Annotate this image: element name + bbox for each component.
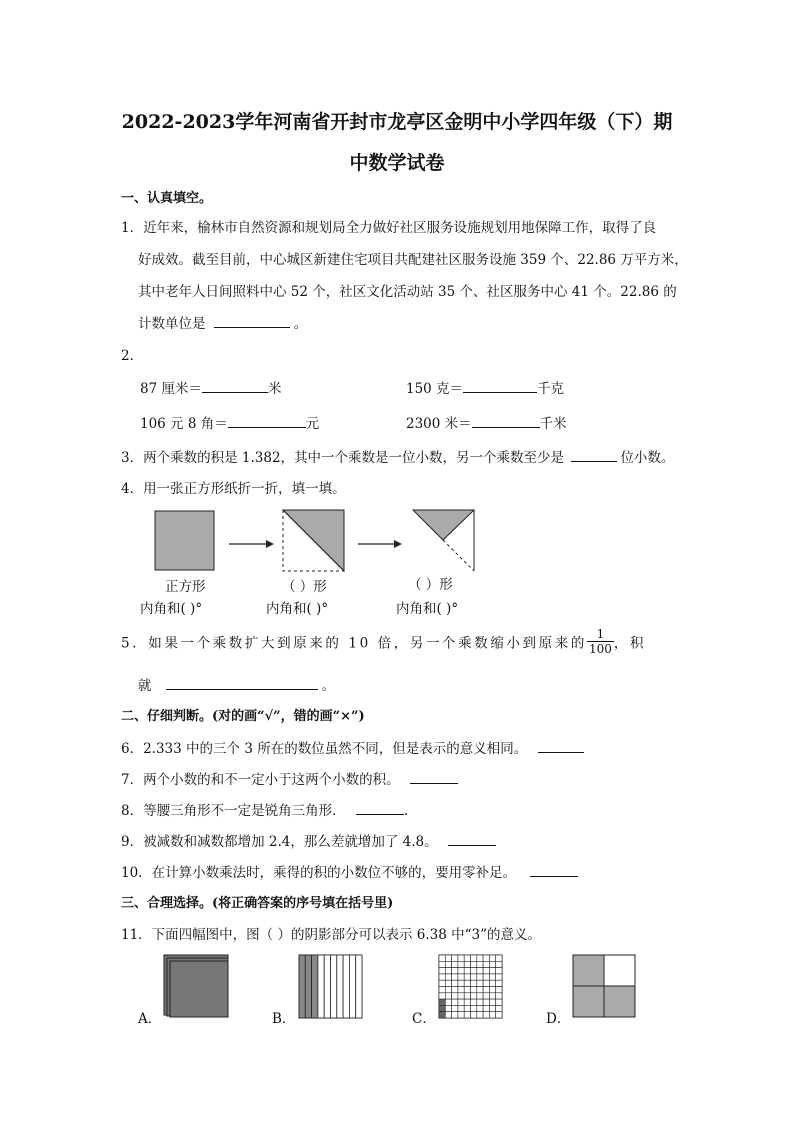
grid-cell xyxy=(445,987,451,993)
strip-cell xyxy=(337,955,343,1018)
grid-cell xyxy=(458,993,464,999)
grid-cell xyxy=(483,980,489,986)
strip-cell xyxy=(331,955,337,1018)
grid-cell xyxy=(464,961,470,967)
grid-cell xyxy=(477,1012,483,1018)
grid-cell xyxy=(471,968,477,974)
strip-cell xyxy=(356,955,362,1018)
option-b-figure xyxy=(299,955,362,1018)
grid-cell xyxy=(489,968,495,974)
grid-cell xyxy=(445,980,451,986)
grid-cell xyxy=(496,1012,502,1018)
grid-cell xyxy=(489,974,495,980)
grid-cell xyxy=(496,961,502,967)
strip-cell xyxy=(318,955,324,1018)
grid-cell xyxy=(471,1012,477,1018)
grid-cell xyxy=(439,1005,445,1011)
grid-cell xyxy=(483,955,489,961)
grid-cell xyxy=(445,999,451,1005)
grid-cell xyxy=(471,1005,477,1011)
q8-text: 8．等腰三角形不一定是锐角三角形． xyxy=(121,803,346,819)
grid-cell xyxy=(496,987,502,993)
grid-cell xyxy=(471,974,477,980)
grid-cell xyxy=(464,993,470,999)
q2-a-unit: 米 xyxy=(267,381,282,397)
grid-cell xyxy=(464,980,470,986)
q2-d-unit: 千米 xyxy=(539,416,567,432)
grid-cell xyxy=(496,980,502,986)
grid-cell xyxy=(496,999,502,1005)
page-title: 2022-2023学年河南省开封市龙亭区金明中小学四年级（下）期 xyxy=(121,111,673,133)
grid-cell xyxy=(496,974,502,980)
grid-cell xyxy=(458,968,464,974)
fig1-angle-sum: 内角和( )° xyxy=(140,601,203,617)
grid-cell xyxy=(458,955,464,961)
grid-cell xyxy=(452,1005,458,1011)
q7-text: 7．两个小数的和不一定小于这两个小数的积。 xyxy=(121,772,400,788)
grid-cell xyxy=(477,999,483,1005)
grid-cell xyxy=(458,999,464,1005)
grid-cell xyxy=(458,980,464,986)
grid-cell xyxy=(452,955,458,961)
grid-cell xyxy=(471,999,477,1005)
grid-cell xyxy=(458,1005,464,1011)
grid-cell xyxy=(489,1012,495,1018)
strip-cell xyxy=(305,955,311,1018)
q1-suffix: 。 xyxy=(293,316,308,332)
option-c-label[interactable]: C． xyxy=(412,1011,436,1027)
grid-cell xyxy=(471,987,477,993)
q11-text: 11．下面四幅图中，图（ ）的阴影部分可以表示 6.38 中“3”的意义。 xyxy=(121,927,542,943)
grid-cell xyxy=(489,961,495,967)
grid-cell xyxy=(489,980,495,986)
grid-cell xyxy=(458,961,464,967)
grid-cell xyxy=(477,980,483,986)
grid-cell xyxy=(452,961,458,967)
grid-cell xyxy=(439,974,445,980)
grid-cell xyxy=(464,1012,470,1018)
fig2-label: （ ）形 xyxy=(282,579,327,595)
grid-cell xyxy=(483,1005,489,1011)
grid-cell xyxy=(496,1005,502,1011)
strip-cell xyxy=(299,955,305,1018)
section-1-heading: 一、认真填空。 xyxy=(121,191,213,206)
grid-cell xyxy=(489,955,495,961)
grid-cell xyxy=(483,974,489,980)
grid-cell xyxy=(452,993,458,999)
strip-cell xyxy=(343,955,349,1018)
q2-number: 2． xyxy=(121,348,144,364)
fig3-angle-sum: 内角和( )° xyxy=(396,601,459,617)
q5-l2-suffix: 。 xyxy=(321,678,336,694)
q2-c-prefix: 106 元 8 角＝ xyxy=(140,416,228,432)
strip-cell xyxy=(349,955,355,1018)
grid-cell xyxy=(439,1012,445,1018)
grid-cell xyxy=(439,961,445,967)
grid-cell xyxy=(483,987,489,993)
strip-cell xyxy=(324,955,330,1018)
grid-cell xyxy=(458,987,464,993)
grid-cell xyxy=(458,974,464,980)
grid-cell xyxy=(496,955,502,961)
q8-suffix: . xyxy=(403,803,409,819)
grid-cell xyxy=(477,987,483,993)
grid-cell xyxy=(464,987,470,993)
grid-cell xyxy=(489,1005,495,1011)
q2-a-prefix: 87 厘米＝ xyxy=(140,381,202,397)
fig2-angle-sum: 内角和( )° xyxy=(266,601,329,617)
grid-cell xyxy=(477,993,483,999)
grid-cell xyxy=(496,993,502,999)
grid-cell xyxy=(489,987,495,993)
q5-l2-prefix: 就 xyxy=(138,678,152,694)
grid-cell xyxy=(471,955,477,961)
q2-c-unit: 元 xyxy=(305,416,320,432)
grid-cell xyxy=(483,999,489,1005)
fig1-label: 正方形 xyxy=(165,579,206,595)
option-d-figure xyxy=(573,955,635,1017)
q9-text: 9．被减数和减数都增加 2.4，那么差就增加了 4.8。 xyxy=(121,834,438,850)
grid-cell xyxy=(489,999,495,1005)
grid-cell xyxy=(452,1012,458,1018)
q3-suffix: 位小数。 xyxy=(620,450,675,466)
grid-cell xyxy=(452,980,458,986)
grid-cell xyxy=(439,999,445,1005)
grid-cell xyxy=(483,993,489,999)
grid-cell xyxy=(445,968,451,974)
grid-cell xyxy=(464,999,470,1005)
q2-b-unit: 千克 xyxy=(537,381,565,397)
grid-cell xyxy=(445,961,451,967)
q3-prefix: 3．两个乘数的积是 1.382，其中一个乘数是一位小数，另一个乘数至少是 xyxy=(121,450,565,466)
q1-prefix: 计数单位是 xyxy=(138,316,206,332)
grid-cell xyxy=(452,987,458,993)
grid-cell xyxy=(445,1012,451,1018)
grid-cell xyxy=(445,1005,451,1011)
grid-cell xyxy=(471,961,477,967)
fraction-numerator: 1 xyxy=(587,627,614,642)
q5-suffix: ，积 xyxy=(613,635,647,652)
grid-cell xyxy=(439,993,445,999)
option-c-figure xyxy=(439,955,502,1018)
grid-cell xyxy=(452,974,458,980)
grid-cell xyxy=(483,968,489,974)
grid-cell xyxy=(483,961,489,967)
q1-line2: 好成效。截至目前，中心城区新建住宅项目共配建社区服务设施 359 个、22.86 万平方米， xyxy=(138,252,688,268)
grid-cell xyxy=(464,1005,470,1011)
page-title-line2: 中数学试卷 xyxy=(349,152,445,174)
grid-cell xyxy=(477,1005,483,1011)
section-2-heading: 二、仔细判断。(对的画“√”，错的画“×”) xyxy=(121,709,365,724)
grid-cell xyxy=(445,993,451,999)
option-a-label[interactable]: A． xyxy=(138,1011,162,1027)
grid-cell xyxy=(445,974,451,980)
q1-line3: 其中老年人日间照料中心 52 个，社区文化活动站 35 个、社区服务中心 41 个。22.86 的 xyxy=(138,284,677,300)
strip-cell xyxy=(312,955,318,1018)
grid-cell xyxy=(458,1012,464,1018)
fraction-denominator: 100 xyxy=(588,642,612,656)
grid-cell xyxy=(477,955,483,961)
grid-cell xyxy=(452,968,458,974)
option-d-label[interactable]: D． xyxy=(546,1011,571,1027)
grid-cell xyxy=(452,999,458,1005)
grid-cell xyxy=(471,993,477,999)
grid-cell xyxy=(477,974,483,980)
grid-cell xyxy=(445,955,451,961)
section-3-heading: 三、合理选择。(将正确答案的序号填在括号里) xyxy=(121,896,394,911)
option-b-label[interactable]: B． xyxy=(272,1011,296,1027)
grid-cell xyxy=(439,980,445,986)
grid-cell xyxy=(489,993,495,999)
grid-cell xyxy=(464,974,470,980)
fig3-label: （ ）形 xyxy=(408,577,453,593)
q1-line1: 1．近年来，榆林市自然资源和规划局全力做好社区服务设施规划用地保障工作，取得了良 xyxy=(121,220,657,236)
q10-text: 10．在计算小数乘法时，乘得的积的小数位不够的，要用零补足。 xyxy=(121,865,517,881)
grid-cell xyxy=(464,955,470,961)
q2-d-prefix: 2300 米＝ xyxy=(406,416,472,432)
option-a-figure xyxy=(164,955,228,1017)
q2-b-prefix: 150 克＝ xyxy=(406,381,464,397)
grid-cell xyxy=(464,968,470,974)
q4-text: 4．用一张正方形纸折一折，填一填。 xyxy=(121,481,346,497)
q5-prefix: 5．如果一个乘数扩大到原来的 10 倍，另一个乘数缩小到原来的 xyxy=(121,635,587,652)
grid-cell xyxy=(439,955,445,961)
grid-cell xyxy=(439,987,445,993)
grid-cell xyxy=(471,980,477,986)
grid-cell xyxy=(483,1012,489,1018)
q6-text: 6．2.333 中的三个 3 所在的数位虽然不同，但是表示的意义相同。 xyxy=(121,741,528,757)
grid-cell xyxy=(439,968,445,974)
grid-cell xyxy=(477,968,483,974)
grid-cell xyxy=(496,968,502,974)
grid-cell xyxy=(477,961,483,967)
